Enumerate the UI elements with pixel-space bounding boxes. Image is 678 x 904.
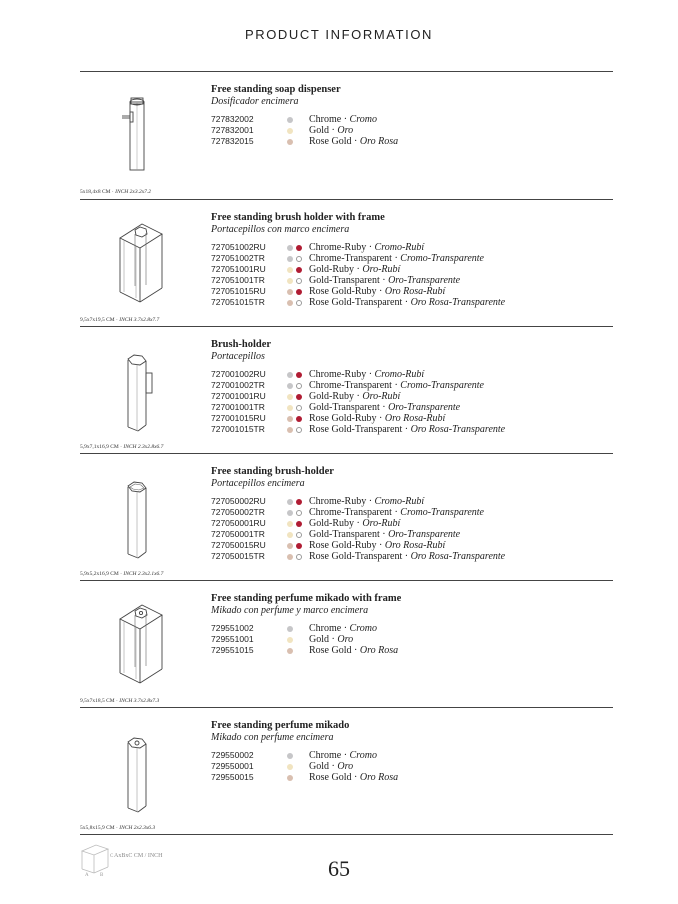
finish-swatches — [287, 648, 309, 654]
finish-name-es: Cromo-Transparente — [400, 253, 484, 264]
legend-a-label: A — [85, 873, 89, 877]
finish-name — [309, 297, 505, 308]
product-title: Free standing perfume mikado — [211, 720, 350, 731]
product-block — [80, 200, 613, 327]
perfume-mikado-drawing — [80, 708, 190, 823]
finish-name-es: Oro Rosa-Transparente — [410, 424, 506, 435]
finish-name-es: Oro — [337, 634, 354, 645]
finish-name-en: Gold · — [309, 125, 335, 136]
reference-code: 727050002RU — [211, 496, 266, 506]
finish-name — [309, 369, 424, 380]
finish-name — [309, 761, 353, 772]
finish-name-en: Rose Gold-Ruby · — [309, 286, 383, 297]
rosegold-swatch-icon — [287, 427, 293, 433]
transparent-swatch-icon — [296, 510, 302, 516]
finish-swatches — [287, 427, 309, 433]
finish-swatches — [287, 753, 309, 759]
reference-row — [211, 275, 505, 286]
reference-code: 729550001 — [211, 761, 254, 771]
product-block — [80, 327, 613, 454]
gold-swatch-icon — [287, 521, 293, 527]
dimensions-label: 5,9x7,1x16,9 CM · INCH 2.3x2.8x6.7 — [80, 444, 164, 450]
reference-row — [211, 369, 505, 380]
finish-swatches — [287, 372, 309, 378]
finish-swatches — [287, 775, 309, 781]
finish-name-en: Chrome · — [309, 114, 348, 125]
finish-swatches — [287, 267, 309, 273]
finish-name — [309, 136, 398, 147]
finish-name-en: Rose Gold-Ruby · — [309, 413, 383, 424]
finish-swatches — [287, 394, 309, 400]
finish-swatches — [287, 128, 309, 134]
finish-name-es: Oro-Transparente — [388, 529, 461, 540]
reference-code: 727001001RU — [211, 391, 266, 401]
reference-row — [211, 623, 398, 634]
finish-name-es: Oro Rosa-Rubí — [384, 413, 446, 424]
product-title: Brush-holder — [211, 339, 272, 350]
reference-list — [211, 750, 398, 783]
finish-name — [309, 380, 484, 391]
chrome-swatch-icon — [287, 383, 293, 389]
finish-name-en: Chrome-Transparent · — [309, 253, 398, 264]
reference-row — [211, 242, 505, 253]
reference-list — [211, 242, 505, 308]
dimensions-label: 5x18,4x8 CM · INCH 2x3.2x7.2 — [80, 189, 152, 195]
finish-name — [309, 634, 353, 645]
gold-swatch-icon — [287, 637, 293, 643]
reference-code: 727050002TR — [211, 507, 265, 517]
finish-name — [309, 518, 400, 529]
product-subtitle: Dosificador encimera — [211, 96, 299, 107]
finish-name-es: Oro Rosa-Transparente — [410, 297, 506, 308]
ruby-swatch-icon — [296, 499, 302, 505]
bottom-rule — [80, 834, 613, 835]
finish-name — [309, 402, 460, 413]
product-block — [80, 581, 613, 708]
finish-name-es: Cromo-Rubí — [374, 369, 425, 380]
gold-swatch-icon — [287, 532, 293, 538]
finish-name-es: Oro Rosa-Rubí — [384, 540, 446, 551]
chrome-swatch-icon — [287, 372, 293, 378]
finish-swatches — [287, 521, 309, 527]
gold-swatch-icon — [287, 267, 293, 273]
reference-code: 729550015 — [211, 772, 254, 782]
chrome-swatch-icon — [287, 256, 293, 262]
page-number: 65 — [328, 856, 350, 881]
finish-name-en: Rose Gold-Transparent · — [309, 424, 409, 435]
product-title: Free standing brush-holder — [211, 466, 334, 477]
finish-name — [309, 242, 424, 253]
dimensions-label: 5x5,8x15,9 CM · INCH 2x2.3x6.3 — [80, 825, 156, 831]
reference-code: 727051001TR — [211, 275, 265, 285]
ruby-swatch-icon — [296, 245, 302, 251]
gold-swatch-icon — [287, 405, 293, 411]
finish-swatches — [287, 543, 309, 549]
finish-name — [309, 253, 484, 264]
finish-name — [309, 623, 377, 634]
product-title: Free standing perfume mikado with frame — [211, 593, 402, 604]
reference-code: 727051001RU — [211, 264, 266, 274]
page-header: PRODUCT INFORMATION — [244, 27, 434, 42]
reference-row — [211, 761, 398, 772]
finish-name-en: Rose Gold-Transparent · — [309, 297, 409, 308]
finish-swatches — [287, 117, 309, 123]
dimension-legend-label: AxBxC CM / INCH — [114, 853, 163, 859]
ruby-swatch-icon — [296, 521, 302, 527]
brush-holder-drawing — [80, 327, 190, 442]
finish-swatches — [287, 637, 309, 643]
finish-name — [309, 529, 460, 540]
finish-name-es: Oro — [337, 761, 354, 772]
finish-name-en: Rose Gold · — [309, 645, 358, 656]
finish-name-es: Oro — [337, 125, 354, 136]
reference-row — [211, 518, 505, 529]
finish-name-en: Gold · — [309, 634, 335, 645]
finish-name — [309, 125, 353, 136]
reference-list — [211, 623, 398, 656]
chrome-swatch-icon — [287, 753, 293, 759]
legend-c-label: C — [110, 854, 114, 859]
reference-row — [211, 496, 505, 507]
finish-name-en: Rose Gold-Ruby · — [309, 540, 383, 551]
reference-code: 727832002 — [211, 114, 254, 124]
finish-name — [309, 772, 398, 783]
reference-list — [211, 369, 505, 435]
rosegold-swatch-icon — [287, 554, 293, 560]
finish-name-en: Chrome-Transparent · — [309, 507, 398, 518]
product-subtitle: Portacepillos encimera — [211, 478, 305, 489]
finish-swatches — [287, 510, 309, 516]
chrome-swatch-icon — [287, 117, 293, 123]
gold-swatch-icon — [287, 394, 293, 400]
reference-code: 727001015RU — [211, 413, 266, 423]
finish-name — [309, 551, 505, 562]
soap-dispenser-drawing — [80, 72, 190, 187]
finish-name-es: Oro-Transparente — [388, 275, 461, 286]
finish-swatches — [287, 626, 309, 632]
finish-name-es: Cromo — [349, 114, 377, 125]
finish-swatches — [287, 245, 309, 251]
finish-name-es: Oro Rosa-Rubí — [384, 286, 446, 297]
ruby-swatch-icon — [296, 394, 302, 400]
product-title: Free standing soap dispenser — [211, 84, 341, 95]
reference-row — [211, 286, 505, 297]
finish-name-es: Cromo-Rubí — [374, 496, 425, 507]
rosegold-swatch-icon — [287, 139, 293, 145]
reference-code: 727050001TR — [211, 529, 265, 539]
finish-name-es: Oro-Rubí — [362, 518, 401, 529]
reference-code: 729550002 — [211, 750, 254, 760]
finish-swatches — [287, 416, 309, 422]
dimensions-label: 9,5x7x19,5 CM · INCH 3.7x2.8x7.7 — [80, 317, 160, 323]
finish-name-es: Cromo-Transparente — [400, 507, 484, 518]
reference-row — [211, 391, 505, 402]
finish-name — [309, 540, 445, 551]
ruby-swatch-icon — [296, 372, 302, 378]
finish-name-en: Gold-Ruby · — [309, 391, 360, 402]
finish-swatches — [287, 554, 309, 560]
finish-name-en: Chrome · — [309, 750, 348, 761]
reference-row — [211, 540, 505, 551]
reference-code: 727001015TR — [211, 424, 265, 434]
reference-row — [211, 413, 505, 424]
legend-b-label: B — [100, 873, 104, 877]
finish-name-es: Cromo-Transparente — [400, 380, 484, 391]
reference-row — [211, 402, 505, 413]
product-subtitle: Portacepillos con marco encimera — [211, 224, 350, 235]
finish-name-en: Chrome-Ruby · — [309, 496, 373, 507]
ruby-swatch-icon — [296, 289, 302, 295]
finish-name — [309, 413, 445, 424]
reference-row — [211, 634, 398, 645]
finish-name — [309, 264, 400, 275]
reference-code: 727051015TR — [211, 297, 265, 307]
finish-swatches — [287, 532, 309, 538]
reference-code: 727832001 — [211, 125, 254, 135]
reference-code: 727051002TR — [211, 253, 265, 263]
reference-row — [211, 253, 505, 264]
transparent-swatch-icon — [296, 427, 302, 433]
rosegold-swatch-icon — [287, 289, 293, 295]
finish-name-en: Chrome-Ruby · — [309, 369, 373, 380]
transparent-swatch-icon — [296, 256, 302, 262]
finish-swatches — [287, 278, 309, 284]
rosegold-swatch-icon — [287, 416, 293, 422]
finish-name-es: Cromo-Rubí — [374, 242, 425, 253]
finish-name-es: Oro Rosa — [359, 772, 399, 783]
reference-row — [211, 125, 398, 136]
finish-name — [309, 275, 460, 286]
finish-name — [309, 750, 377, 761]
finish-name — [309, 507, 484, 518]
reference-code: 727001002RU — [211, 369, 266, 379]
reference-row — [211, 551, 505, 562]
finish-name-es: Oro-Transparente — [388, 402, 461, 413]
product-subtitle: Mikado con perfume encimera — [211, 732, 334, 743]
finish-name — [309, 496, 424, 507]
finish-name-en: Chrome-Transparent · — [309, 380, 398, 391]
perfume-mikado-frame-drawing — [80, 581, 190, 696]
dimensions-label: 9,5x7x18,5 CM · INCH 3.7x2.8x7.3 — [80, 698, 160, 704]
finish-name — [309, 114, 377, 125]
finish-name-es: Oro Rosa-Transparente — [410, 551, 506, 562]
reference-code: 729551001 — [211, 634, 254, 644]
finish-name-en: Gold-Ruby · — [309, 518, 360, 529]
reference-code: 727832015 — [211, 136, 254, 146]
product-block — [80, 454, 613, 581]
transparent-swatch-icon — [296, 300, 302, 306]
product-subtitle: Mikado con perfume y marco encimera — [211, 605, 369, 616]
finish-name-es: Cromo — [349, 623, 377, 634]
transparent-swatch-icon — [296, 278, 302, 284]
rosegold-swatch-icon — [287, 775, 293, 781]
reference-code: 727050015TR — [211, 551, 265, 561]
chrome-swatch-icon — [287, 510, 293, 516]
finish-name-es: Cromo — [349, 750, 377, 761]
chrome-swatch-icon — [287, 626, 293, 632]
reference-code: 729551015 — [211, 645, 254, 655]
finish-name — [309, 286, 445, 297]
finish-name-en: Rose Gold · — [309, 772, 358, 783]
reference-code: 727050015RU — [211, 540, 266, 550]
transparent-swatch-icon — [296, 554, 302, 560]
ruby-swatch-icon — [296, 543, 302, 549]
reference-row — [211, 424, 505, 435]
ruby-swatch-icon — [296, 416, 302, 422]
finish-name-en: Gold · — [309, 761, 335, 772]
reference-list — [211, 114, 398, 147]
reference-row — [211, 507, 505, 518]
reference-row — [211, 264, 505, 275]
finish-swatches — [287, 405, 309, 411]
finish-name — [309, 424, 505, 435]
brush-holder-frame-drawing — [80, 200, 190, 315]
reference-code: 727050001RU — [211, 518, 266, 528]
transparent-swatch-icon — [296, 405, 302, 411]
finish-swatches — [287, 499, 309, 505]
reference-row — [211, 136, 398, 147]
product-block — [80, 72, 613, 199]
finish-name-en: Chrome · — [309, 623, 348, 634]
rosegold-swatch-icon — [287, 300, 293, 306]
finish-swatches — [287, 300, 309, 306]
finish-name-es: Oro-Rubí — [362, 391, 401, 402]
reference-row — [211, 114, 398, 125]
ruby-swatch-icon — [296, 267, 302, 273]
reference-code: 727051002RU — [211, 242, 266, 252]
finish-name-es: Oro Rosa — [359, 645, 399, 656]
reference-code: 729551002 — [211, 623, 254, 633]
finish-name-en: Rose Gold · — [309, 136, 358, 147]
finish-swatches — [287, 289, 309, 295]
finish-name-en: Rose Gold-Transparent · — [309, 551, 409, 562]
gold-swatch-icon — [287, 764, 293, 770]
reference-code: 727001001TR — [211, 402, 265, 412]
product-block — [80, 708, 613, 835]
chrome-swatch-icon — [287, 499, 293, 505]
reference-code: 727051015RU — [211, 286, 266, 296]
transparent-swatch-icon — [296, 532, 302, 538]
finish-name-es: Oro Rosa — [359, 136, 399, 147]
reference-row — [211, 750, 398, 761]
reference-list — [211, 496, 505, 562]
transparent-swatch-icon — [296, 383, 302, 389]
reference-row — [211, 529, 505, 540]
finish-name-es: Oro-Rubí — [362, 264, 401, 275]
gold-swatch-icon — [287, 278, 293, 284]
finish-name-en: Gold-Ruby · — [309, 264, 360, 275]
chrome-swatch-icon — [287, 245, 293, 251]
dimensions-label: 5,9x5,2x16,9 CM · INCH 2.3x2.1x6.7 — [80, 571, 164, 577]
finish-swatches — [287, 139, 309, 145]
rosegold-swatch-icon — [287, 648, 293, 654]
reference-row — [211, 645, 398, 656]
reference-row — [211, 380, 505, 391]
product-subtitle: Portacepillos — [211, 351, 265, 362]
finish-name — [309, 645, 398, 656]
rosegold-swatch-icon — [287, 543, 293, 549]
reference-row — [211, 297, 505, 308]
finish-name-en: Gold-Transparent · — [309, 402, 386, 413]
finish-swatches — [287, 383, 309, 389]
finish-name-en: Chrome-Ruby · — [309, 242, 373, 253]
finish-name-en: Gold-Transparent · — [309, 529, 386, 540]
gold-swatch-icon — [287, 128, 293, 134]
finish-name — [309, 391, 400, 402]
product-title: Free standing brush holder with frame — [211, 212, 385, 223]
finish-name-en: Gold-Transparent · — [309, 275, 386, 286]
reference-code: 727001002TR — [211, 380, 265, 390]
reference-row — [211, 772, 398, 783]
finish-swatches — [287, 256, 309, 262]
finish-swatches — [287, 764, 309, 770]
free-standing-brush-holder-drawing — [80, 454, 190, 569]
